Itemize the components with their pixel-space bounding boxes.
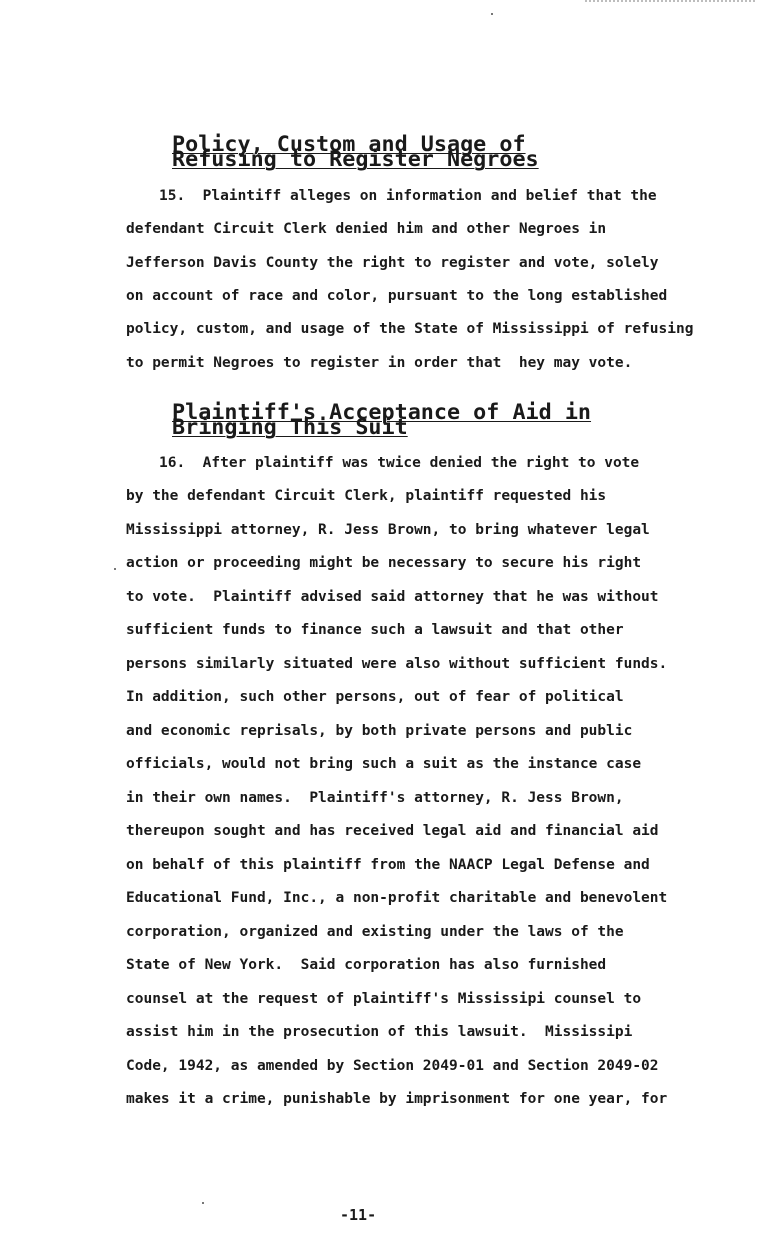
- paragraph-15-line: defendant Circuit Clerk denied him and other Negroes in: [126, 221, 607, 237]
- paragraph-15-line: to permit Negroes to register in order that hey may vote.: [126, 355, 633, 371]
- page-number: -11-: [340, 1206, 377, 1224]
- paragraph-16-line: makes it a crime, punishable by imprisonment for one year, for: [126, 1091, 668, 1107]
- scan-speck: [202, 1202, 204, 1204]
- paragraph-15-line: Jefferson Davis County the right to register and vote, solely: [126, 255, 659, 271]
- paragraph-16-line: action or proceeding might be necessary to secure his right: [126, 555, 642, 571]
- paragraph-15-line: on account of race and color, pursuant to the long established: [126, 288, 668, 304]
- paragraph-15-line: policy, custom, and usage of the State of Mississippi of refusing: [126, 321, 694, 337]
- section-heading-acceptance: Plaintiff's Acceptance of Aid in Bringing This Suit: [172, 400, 592, 440]
- scan-speck: [114, 568, 116, 570]
- paragraph-16-line: 16. After plaintiff was twice denied the right to vote: [159, 455, 640, 471]
- scan-speck: [491, 13, 493, 15]
- paragraph-16-line: thereupon sought and has received legal aid and financial aid: [126, 823, 659, 839]
- paragraph-16-line: counsel at the request of plaintiff's Mississipi counsel to: [126, 991, 642, 1007]
- paragraph-16-line: on behalf of this plaintiff from the NAACP Legal Defense and: [126, 857, 650, 873]
- paragraph-16-line: officials, would not bring such a suit as the instance case: [126, 756, 642, 772]
- paragraph-16-line: sufficient funds to finance such a lawsuit and that other: [126, 622, 624, 638]
- paragraph-16-line: Code, 1942, as amended by Section 2049-01 and Section 2049-02: [126, 1058, 659, 1074]
- paragraph-16-line: Educational Fund, Inc., a non-profit charitable and benevolent: [126, 890, 668, 906]
- paragraph-16-line: corporation, organized and existing under the laws of the: [126, 924, 624, 940]
- scan-border-marks: [585, 0, 755, 5]
- paragraph-16-line: and economic reprisals, by both private persons and public: [126, 723, 633, 739]
- paragraph-16-line: Mississippi attorney, R. Jess Brown, to bring whatever legal: [126, 522, 650, 538]
- paragraph-16-line: to vote. Plaintiff advised said attorney that he was without: [126, 589, 659, 605]
- paragraph-16-line: State of New York. Said corporation has also furnished: [126, 957, 607, 973]
- paragraph-16-line: in their own names. Plaintiff's attorney, R. Jess Brown,: [126, 790, 624, 806]
- paragraph-16-line: persons similarly situated were also without sufficient funds.: [126, 656, 668, 672]
- paragraph-15-line: 15. Plaintiff alleges on information and belief that the: [159, 188, 657, 204]
- section-heading-policy: Policy, Custom and Usage of Refusing to Register Negroes: [172, 132, 539, 172]
- paragraph-16-line: assist him in the prosecution of this lawsuit. Mississipi: [126, 1024, 633, 1040]
- paragraph-16-line: In addition, such other persons, out of fear of political: [126, 689, 624, 705]
- paragraph-16-line: by the defendant Circuit Clerk, plaintiff requested his: [126, 488, 607, 504]
